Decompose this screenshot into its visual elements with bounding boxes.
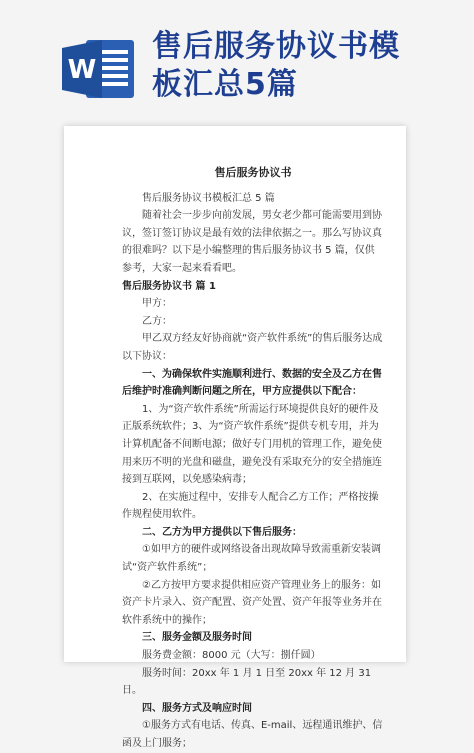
banner-title-line1: 售后服务协议书模 bbox=[152, 29, 400, 64]
doc-paragraph: ①如甲方的硬件或网络设备出现故障导致需重新安装调试“资产软件系统”； bbox=[122, 544, 381, 574]
word-doc-icon bbox=[62, 36, 136, 102]
doc-paragraph: 乙方： bbox=[142, 315, 172, 327]
banner-header bbox=[0, 0, 474, 118]
doc-section-heading: 一、为确保软件实施顺利进行、数据的安全及乙方在售后维护时准确判断问题之所在，甲方应提供以下配合： bbox=[122, 368, 382, 398]
doc-paragraph: 1、为“资产软件系统”所需运行环境提供良好的硬件及正版系统软件；3、为“资产软件系统”提供专机专用，并为计算机配备不间断电源；做好专门用机的管理工作，避免使用来历不明的光盘和磁盘，避免没有采取充分的安全措施连接到互联网，以免感染病毒； bbox=[122, 403, 382, 486]
doc-paragraph: 甲方： bbox=[142, 298, 172, 310]
doc-section-heading: 三、服务金额及服务时间 bbox=[142, 632, 252, 644]
doc-paragraph: 服务时间：20xx 年 1 月 1 日至 20xx 年 12 月 31 日。 bbox=[122, 667, 372, 697]
banner-title-line2: 板汇总5篇 bbox=[152, 67, 298, 102]
document-page bbox=[64, 126, 406, 749]
document-title: 售后服务协议书 bbox=[214, 166, 292, 179]
doc-paragraph: 2、在实施过程中，安排专人配合乙方工作；严格按操作规程使用软件。 bbox=[122, 491, 379, 521]
doc-section-heading: 售后服务协议书 篇 1 bbox=[122, 280, 216, 292]
doc-paragraph: 服务费金额：8000 元（大写：捌仟圆） bbox=[142, 650, 321, 662]
doc-paragraph: 随着社会一步步向前发展，男女老少都可能需要用到协议，签订签订协议是最有效的法律依据之一。那么写协议真的很难吗？以下是小编整理的售后服务协议书 5 篇，仅供参考，大家一起来看看吧。 bbox=[122, 210, 382, 274]
word-letter: W bbox=[67, 55, 97, 85]
doc-paragraph: ②乙方按甲方要求提供相应资产管理业务上的服务：如资产卡片录入、资产配置、资产处置、资产年报等业务并在软件系统中的操作； bbox=[122, 579, 382, 626]
doc-paragraph: 甲乙双方经友好协商就“资产软件系统”的售后服务达成以下协议： bbox=[122, 333, 383, 362]
banner-title bbox=[152, 28, 462, 104]
doc-paragraph: ①服务方式有电话、传真、E-mail、远程通讯维护、信函及上门服务； bbox=[122, 720, 383, 749]
doc-section-heading: 四、服务方式及响应时间 bbox=[142, 702, 252, 714]
doc-paragraph: 售后服务协议书模板汇总 5 篇 bbox=[142, 192, 275, 204]
document-body bbox=[122, 164, 384, 753]
doc-section-heading: 二、乙方为甲方提供以下售后服务： bbox=[142, 526, 302, 538]
